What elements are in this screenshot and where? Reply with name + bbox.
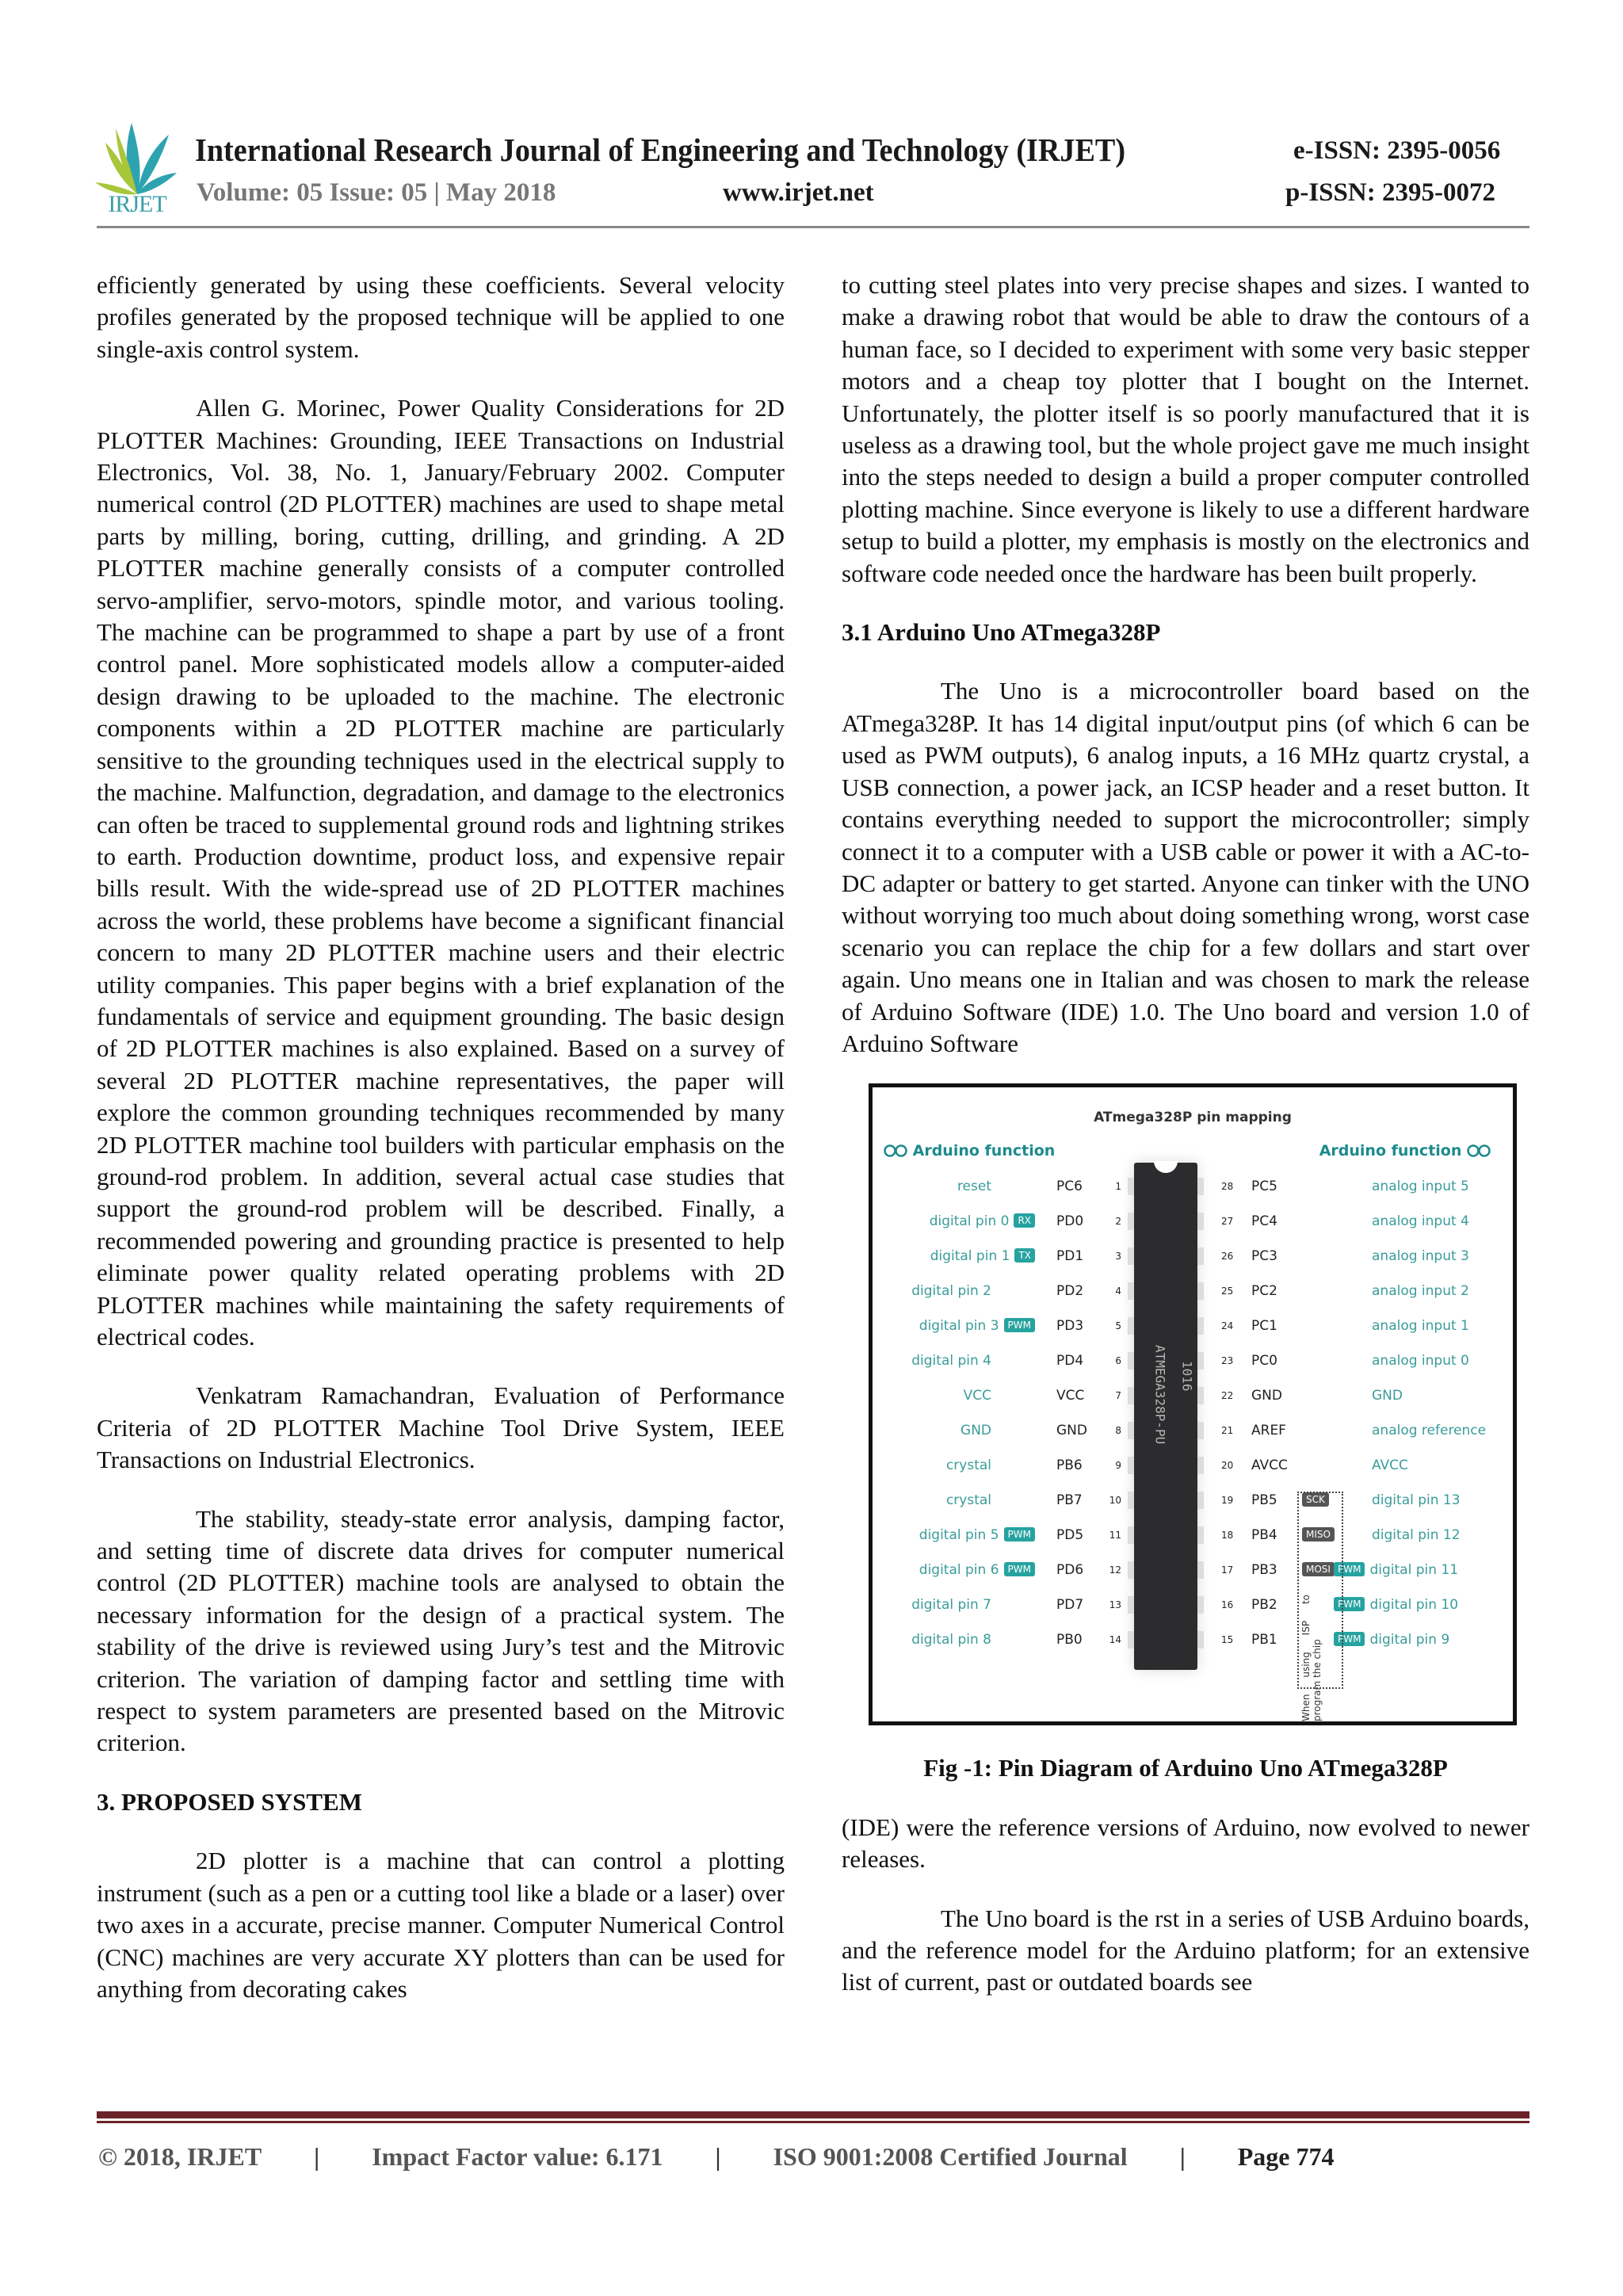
pin-number-left: 5	[1115, 1320, 1121, 1332]
paragraph: Allen G. Morinec, Power Quality Considerations for 2D PLOTTER Machines: Grounding, IEEE Transactions on Industrial Electronics, Vol. 38, No. 1, January/February 2002. Computer numerical control (2D PLOTTER) machines are used to shape metal parts by milling, boring, cutting, drilling, and grinding. A 2D PLOTTER machine generally consists of a computer controlled servo-amplifier, servo-motors, spindle motor, and various tooling. The machine can be programmed to shape a part by use of a front control panel. More sophisticated models allow a computer-aided design drawing to be uploaded to the machine. The electronic components within a 2D PLOTTER machine are particularly sensitive to the grounding techniques used in the electrical supply to the machine. Malfunction, degradation, and damage to the electronics can often be traced to supplemental ground rods and lightning strikes to earth. Production downtime, product loss, and expensive repair bills result. With the wide-spread use of 2D PLOTTER machines across the world, these problems have become a significant financial concern to many 2D PLOTTER machine users and their electric utility companies. This paper begins with a brief explanation of the fundamentals of service and equipment grounding. The basic design of 2D PLOTTER machines is also explained. Based on a survey of several 2D PLOTTER machine representatives, the paper will explore the common grounding techniques recommended by many 2D PLOTTER machine tool builders with particular emphasis on the ground-rod problem. In addition, several actual case studies that support the ground-rod problem will be described. Finally, a recommended powering and grounding practice is presented to help eliminate power quality related operating problems with 2D PLOTTER machines while maintaining the safety requirements of electrical codes.	[97, 394, 785, 1350]
pin-function-left: digital pin 4	[911, 1353, 991, 1370]
footer-page-number: Page 774	[1237, 2142, 1335, 2171]
chip-pin-leg	[1128, 1282, 1134, 1300]
chip-model-label: ATMEGA328P-PU	[1152, 1345, 1168, 1445]
chip-pin-leg	[1128, 1457, 1134, 1474]
pin-number-right: 20	[1221, 1460, 1234, 1472]
chip-pin-leg	[1128, 1631, 1134, 1648]
paragraph: (IDE) were the reference versions of Arduino, now evolved to newer releases.	[842, 1813, 1529, 1874]
pin-port-right: PC1	[1251, 1318, 1277, 1335]
pin-port-left: PB0	[1056, 1632, 1083, 1648]
pin-port-right: PB1	[1251, 1632, 1277, 1648]
paragraph: Venkatram Ramachandran, Evaluation of Performance Criteria of 2D PLOTTER Machine Tool Drive System, IEEE Transactions on Industrial Electronics.	[97, 1381, 785, 1474]
pin-function-left: digital pin 0 RX	[873, 1209, 1035, 1233]
pin-port-right: GND	[1251, 1388, 1282, 1404]
irjet-logo	[94, 119, 181, 218]
pin-number-right: 22	[1221, 1390, 1234, 1402]
chip-pin-leg	[1128, 1247, 1134, 1265]
pin-function-right: AVCC	[1372, 1457, 1408, 1474]
pin-number-left: 6	[1115, 1355, 1121, 1367]
logo-text: IRJET	[108, 191, 166, 217]
pin-number-right: 17	[1221, 1564, 1234, 1576]
chip-code-label: 1016	[1179, 1361, 1195, 1392]
pin-number-left: 8	[1115, 1425, 1121, 1437]
pin-port-left: PD2	[1056, 1283, 1084, 1300]
chip-pin-leg	[1197, 1352, 1204, 1370]
pin-port-right: AREF	[1251, 1423, 1286, 1439]
chip-pin-leg	[1197, 1317, 1204, 1335]
e-issn: e-ISSN: 2395-0056	[1293, 136, 1501, 165]
footer-separator: |	[1179, 2142, 1186, 2171]
pin-function-left: digital pin 8	[911, 1632, 991, 1648]
subsection-heading: 3.1 Arduino Uno ATmega328P	[842, 618, 1161, 647]
pin-number-right: 24	[1221, 1320, 1234, 1332]
pin-tag-badge: PWM	[1004, 1527, 1035, 1541]
pin-number-right: 16	[1221, 1599, 1234, 1611]
atmega-chip	[1134, 1163, 1197, 1670]
page-footer	[98, 2142, 1334, 2172]
pin-number-right: 18	[1221, 1530, 1234, 1541]
chip-pin-leg	[1197, 1631, 1204, 1648]
chip-pin-leg	[1128, 1561, 1134, 1579]
pin-number-left: 11	[1109, 1530, 1121, 1541]
pin-number-left: 13	[1109, 1599, 1121, 1611]
pin-number-right: 25	[1221, 1286, 1234, 1297]
chip-pin-leg	[1197, 1492, 1204, 1509]
pin-number-left: 12	[1109, 1564, 1121, 1576]
figure-caption: Fig -1: Pin Diagram of Arduino Uno ATmega328P	[923, 1754, 1448, 1782]
chip-pin-leg	[1128, 1387, 1134, 1404]
chip-pin-leg	[1128, 1422, 1134, 1439]
pin-port-right: PB5	[1251, 1492, 1277, 1509]
chip-pin-leg	[1197, 1387, 1204, 1404]
arduino-function-left-heading: Arduino function	[884, 1135, 1055, 1167]
pin-port-left: VCC	[1056, 1388, 1085, 1404]
paragraph: The Uno is a microcontroller board based on the ATmega328P. It has 14 digital input/output pins (of which 6 can be used as PWM outputs), 6 analog inputs, a 16 MHz quartz crystal, a USB connection, a power jack, an ICSP header and a reset button. It contains everything needed to support the microcontroller; simply connect it to a computer with a USB cable or power it with a AC-to-DC adapter or battery to get started. Anyone can tinker with the UNO without worrying too much about doing something wrong, worst case scenario you can replace the chip for a few dollars and start over again. Uno means one in Italian and was chosen to mark the release of Arduino Software (IDE) 1.0. The Uno board and version 1.0 of Arduino Software	[842, 677, 1529, 1057]
arduino-infinity-icon	[1467, 1144, 1491, 1158]
pin-function-right: analog input 4	[1372, 1213, 1469, 1230]
figure-title: ATmega328P pin mapping	[1094, 1110, 1292, 1126]
chip-pin-leg	[1128, 1317, 1134, 1335]
header-divider	[97, 226, 1529, 228]
pin-number-left: 4	[1115, 1286, 1121, 1297]
chip-pin-leg	[1197, 1282, 1204, 1300]
pin-function-left: reset	[957, 1179, 991, 1195]
pin-number-right: 27	[1221, 1216, 1234, 1228]
chip-pin-leg	[1128, 1526, 1134, 1544]
pin-function-left: VCC	[963, 1388, 991, 1404]
pin-port-left: PD3	[1056, 1318, 1084, 1335]
pin-port-right: PC3	[1251, 1248, 1277, 1265]
pin-tag-badge: PWM	[1334, 1632, 1365, 1646]
pin-tag-badge: PWM	[1334, 1597, 1365, 1611]
pin-number-left: 2	[1115, 1216, 1121, 1228]
chip-pin-leg	[1197, 1526, 1204, 1544]
chip-pin-leg	[1128, 1596, 1134, 1614]
pin-function-left: digital pin 7	[911, 1597, 991, 1614]
footer-impact-factor: Impact Factor value: 6.171	[372, 2142, 663, 2171]
leaf-logo-icon	[94, 119, 181, 198]
pin-number-left: 14	[1109, 1634, 1121, 1646]
pin-function-right: PWM digital pin 11	[1334, 1558, 1508, 1582]
pin-number-right: 19	[1221, 1495, 1234, 1507]
pin-number-right: 21	[1221, 1425, 1234, 1437]
pin-tag-badge: RX	[1014, 1213, 1035, 1228]
chip-pin-leg	[1128, 1492, 1134, 1509]
isp-signal-badge: MOSI	[1297, 1558, 1335, 1582]
chip-pin-leg	[1197, 1213, 1204, 1230]
footer-separator: |	[715, 2142, 721, 2171]
pin-function-left: digital pin 5 PWM	[873, 1523, 1035, 1547]
pin-function-right: GND	[1372, 1388, 1403, 1404]
pin-function-right: PWM digital pin 9	[1334, 1628, 1508, 1652]
chip-pin-leg	[1128, 1213, 1134, 1230]
pin-port-left: PD7	[1056, 1597, 1084, 1614]
chip-pin-leg	[1197, 1247, 1204, 1265]
pin-number-right: 23	[1221, 1355, 1234, 1367]
pin-port-left: PD5	[1056, 1527, 1084, 1544]
footer-bar	[97, 2111, 1529, 2118]
pin-function-right: analog input 3	[1372, 1248, 1469, 1265]
pin-function-left: digital pin 2	[911, 1283, 991, 1300]
pin-number-left: 9	[1115, 1460, 1121, 1472]
pin-number-left: 7	[1115, 1390, 1121, 1402]
pin-port-left: PD6	[1056, 1562, 1084, 1579]
chip-pin-leg	[1197, 1422, 1204, 1439]
pin-port-left: PD1	[1056, 1248, 1084, 1265]
pin-function-right: analog input 1	[1372, 1318, 1469, 1335]
pin-function-right: digital pin 12	[1372, 1527, 1461, 1544]
pin-number-left: 10	[1109, 1495, 1121, 1507]
pin-port-left: GND	[1056, 1423, 1087, 1439]
pin-port-right: PC2	[1251, 1283, 1277, 1300]
isp-signal-badge: SCK	[1297, 1488, 1329, 1512]
pin-tag-badge: PWM	[1334, 1562, 1365, 1576]
pin-number-right: 28	[1221, 1181, 1234, 1193]
chip-notch	[1154, 1161, 1178, 1173]
pin-port-left: PD0	[1056, 1213, 1084, 1230]
chip-pin-leg	[1128, 1178, 1134, 1195]
volume-issue: Volume: 05 Issue: 05 | May 2018	[197, 178, 556, 207]
chip-pin-leg	[1197, 1596, 1204, 1614]
journal-website-link[interactable]: www.irjet.net	[723, 178, 874, 207]
pin-function-right: analog reference	[1372, 1423, 1487, 1439]
section-heading: 3. PROPOSED SYSTEM	[97, 1787, 363, 1816]
pin-port-right: PB3	[1251, 1562, 1277, 1579]
pin-tag-badge: PWM	[1004, 1562, 1035, 1576]
pin-port-left: PD4	[1056, 1353, 1084, 1370]
pin-function-left: digital pin 3 PWM	[873, 1314, 1035, 1338]
footer-iso: ISO 9001:2008 Certified Journal	[773, 2142, 1128, 2171]
pin-function-right: analog input 2	[1372, 1283, 1469, 1300]
pin-number-left: 3	[1115, 1251, 1121, 1263]
pin-number-left: 1	[1115, 1181, 1121, 1193]
pin-function-left: crystal	[945, 1457, 991, 1474]
pin-port-left: PC6	[1056, 1179, 1083, 1195]
pin-number-right: 26	[1221, 1251, 1234, 1263]
chip-pin-leg	[1197, 1561, 1204, 1579]
pin-function-right: digital pin 13	[1372, 1492, 1461, 1509]
pin-tag-badge: TX	[1014, 1248, 1035, 1263]
pin-port-right: PC4	[1251, 1213, 1277, 1230]
arduino-infinity-icon	[884, 1144, 907, 1158]
paragraph: The Uno board is the rst in a series of USB Arduino boards, and the reference model for the Arduino platform; for an extensive list of current, past or outdated boards see	[842, 1904, 1529, 1996]
pin-number-right: 15	[1221, 1634, 1234, 1646]
paragraph: to cutting steel plates into very precise shapes and sizes. I wanted to make a drawing robot that would be able to draw the contours of a human face, so I decided to experiment with some very basic stepper motors and a cheap toy plotter that I bought on the Internet. Unfortunately, the plotter itself is so poorly manufactured that it is useless as a drawing tool, but the whole project gave me much insight into the steps needed to design a build a proper computer controlled plotting machine. Since everyone is likely to use a different hardware setup to build a plotter, my emphasis is mostly on the electronics and software code needed once the hardware has been built properly.	[842, 271, 1529, 587]
pin-function-right: PWM digital pin 10	[1334, 1593, 1508, 1617]
pin-port-right: PB4	[1251, 1527, 1277, 1544]
arduino-function-right-heading: Arduino function	[1319, 1135, 1491, 1167]
pin-port-right: PC5	[1251, 1179, 1277, 1195]
pin-mapping-figure	[869, 1083, 1517, 1725]
pin-port-right: PB2	[1251, 1597, 1277, 1614]
isp-signal-badge: MISO	[1297, 1523, 1335, 1547]
pin-function-left: digital pin 1 TX	[873, 1244, 1035, 1268]
pin-port-left: PB7	[1056, 1492, 1083, 1509]
paragraph: The stability, steady-state error analysis, damping factor, and setting time of discrete data drives for computer numerical control (2D PLOTTER) machine tools are analysed to obtain the necessary information for the design of a practical system. The stability of the drive is reviewed using Jury’s test and the Mitrovic criterion. The variation of damping factor and settling time with respect to system parameters are presented based on the Mitrovic criterion.	[97, 1504, 785, 1757]
pin-function-right: analog input 0	[1372, 1353, 1469, 1370]
pin-function-left: GND	[960, 1423, 991, 1439]
isp-note: When using ISP to program the chip	[1300, 1595, 1323, 1722]
paragraph: efficiently generated by using these coefficients. Several velocity profiles generated by the proposed technique will be applied to one single-axis control system.	[97, 271, 785, 363]
pin-function-left: digital pin 6 PWM	[873, 1558, 1035, 1582]
paragraph: 2D plotter is a machine that can control a plotting instrument (such as a pen or a cutting tool like a blade or a laser) over two axes in a accurate, precise manner. Computer Numerical Control (CNC) machines are very accurate XY plotters than can be used for anything from decorating cakes	[97, 1847, 785, 2003]
footer-separator: |	[314, 2142, 320, 2171]
right-column	[842, 269, 1529, 2026]
p-issn: p-ISSN: 2395-0072	[1285, 178, 1495, 207]
pin-port-right: PC0	[1251, 1353, 1277, 1370]
chip-pin-leg	[1197, 1457, 1204, 1474]
footer-copyright: © 2018, IRJET	[98, 2142, 262, 2171]
pin-port-right: AVCC	[1251, 1457, 1288, 1474]
pin-port-left: PB6	[1056, 1457, 1083, 1474]
chip-pin-leg	[1128, 1352, 1134, 1370]
chip-pin-leg	[1197, 1178, 1204, 1195]
pin-function-right: analog input 5	[1372, 1179, 1469, 1195]
pin-function-left: crystal	[945, 1492, 991, 1509]
journal-title: International Research Journal of Engineering and Technology (IRJET)	[195, 132, 1126, 168]
left-column	[97, 269, 785, 2032]
pin-tag-badge: PWM	[1004, 1318, 1035, 1332]
footer-bar-thin	[97, 2121, 1529, 2123]
